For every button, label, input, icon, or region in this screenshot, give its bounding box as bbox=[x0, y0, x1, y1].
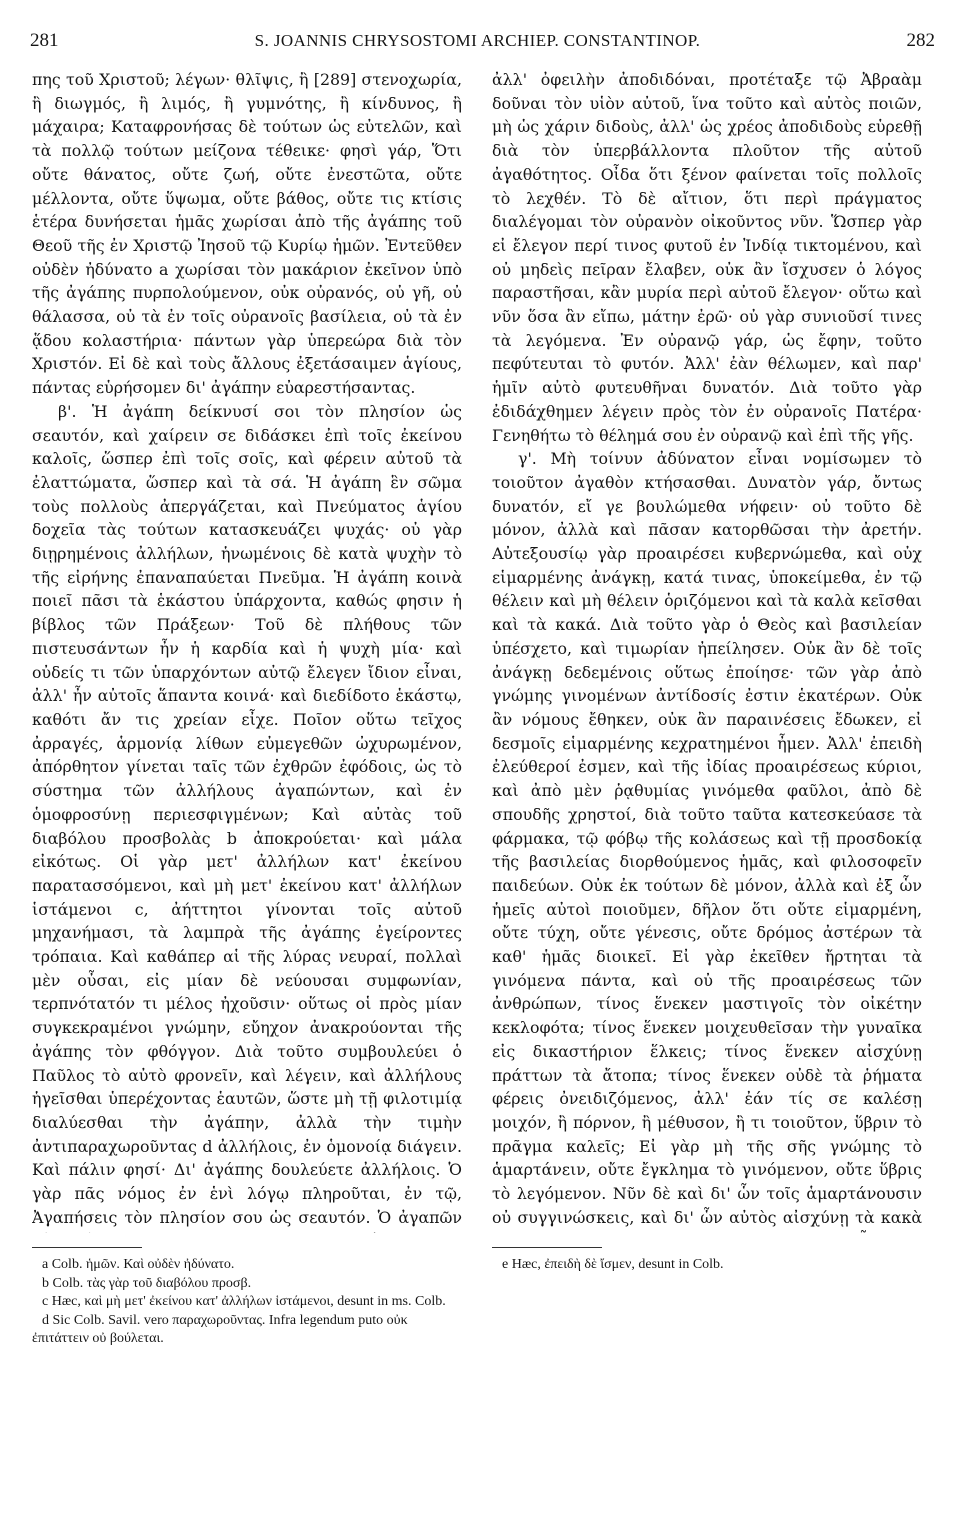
page-number-right: 282 bbox=[906, 30, 935, 51]
footnotes-left bbox=[32, 1256, 464, 1349]
paragraph: πης τοῦ Χριστοῦ; λέγων· θλῖψις, ἢ [289] στενοχωρία, ἢ διωγμός, ἢ λιμός, ἢ γυμνότης, ἢ κίνδυνος, ἢ μάχαιρα; Καταφρονήσας δὲ τούτων ὡς εὐτελῶν, καὶ τὰ πολλῷ τούτων μείζονα τέθεικε· φησὶ γάρ, Ὅτι οὔτε θάνατος, οὔτε ζωή, οὔτε ἐνεστῶτα, οὔτε μέλλοντα, οὔτε ὕψωμα, οὔτε βάθος, οὔτε τις κτίσις ἑτέρα δυνήσεται ἡμᾶς χωρίσαι ἀπὸ τῆς ἀγάπης τοῦ Θεοῦ τῆς ἐν Χριστῷ Ἰησοῦ τῷ Κυρίῳ ἡμῶν. Ἐντεῦθεν οὐδὲν ἠδύνατο a χωρίσαι τὸν μακάριον ἐκεῖνον ὑπὸ τῆς ἀγάπης πυρπολούμενον, οὐκ οὐρανός, οὐ γῆ, οὐ θάλασσα, οὐ τὰ ἐν τοῖς οὐρανοῖς βασίλεια, οὐ τὰ ἐν ᾅδου κολαστήρια· πάντων γὰρ ὑπερεώρα διὰ τὸν Χριστόν. Εἰ δὲ καὶ τοὺς ἄλλους ἐξετάσαιμεν ἁγίους, πάντας εὑρήσομεν δι' ἀγάπην εὐαρεστήσαντας. bbox=[32, 70, 462, 398]
footnote-divider-left bbox=[32, 1247, 142, 1248]
footnote: d Sic Colb. Savil. vero παραχωροῦντας. Infra legendum puto οὐκ ἐπιτάττειν οὐ βούλεται. bbox=[32, 1312, 408, 1346]
running-header bbox=[20, 30, 935, 64]
right-text-column bbox=[492, 68, 922, 1233]
footnote: c Hæc, καὶ μὴ μετ' ἐκείνου κατ' ἀλλήλων ἱστάμενοι, desunt in ms. Colb. bbox=[42, 1294, 446, 1309]
paragraph: ἀλλ' ὀφειλὴν ἀποδιδόναι, προτέταξε τῷ Ἀβραὰμ δοῦναι τὸν υἱὸν αὐτοῦ, ἵνα τοῦτο καὶ αὐτὸς ποιῶν, μὴ ὡς χάριν διδοὺς, ἀλλ' ὡς χρέος ἀποδιδοὺς εὑρεθῇ διὰ τὸν ὑπερβάλλοντα πλοῦτον τῆς αὐτοῦ ἀγαθότητος. Οἶδα ὅτι ξένον φαίνεται τοῖς πολλοῖς τὸ λεχθέν. Τὸ δὲ αἴτιον, ὅτι περὶ πράγματος διαλέγομαι τὸν οὐρανὸν οἰκοῦντος νῦν. Ὥσπερ γὰρ εἰ ἔλεγον περί τινος φυτοῦ ἐν Ἰνδίᾳ τικτομένου, καὶ οὐ μηδεὶς πεῖραν ἔλαβεν, οὐκ ἂν ἴσχυσεν ὁ λόγος παραστῆσαι, κἂν μυρία περὶ αὐτοῦ ἔλεγον· οὕτω καὶ νῦν ὅσα ἂν εἴπω, μάτην ἐρῶ· οὐ γὰρ συνιοῦσί τινες τὰ λεγόμενα. Ἐν οὐρανῷ γάρ, ὡς ἔφην, τοῦτο πεφύτευται τὸ φυτόν. Ἀλλ' ἐὰν θέλωμεν, καὶ παρ' ἡμῖν αὐτὸ φυτευθῆναι δυνατόν. Διὰ τοῦτο γὰρ ἐδιδάχθημεν λέγειν πρὸς τὸν ἐν οὐρανοῖς Πατέρα· Γενηθήτω τὸ θέλημά σου ἐν οὐρανῷ καὶ ἐπὶ τῆς γῆς. bbox=[492, 70, 922, 445]
footnote: a Colb. ἡμῶν. Καὶ οὐδὲν ἠδύνατο. bbox=[42, 1257, 235, 1272]
footnote: b Colb. τὰς γὰρ τοῦ διαβόλου προσβ. bbox=[42, 1275, 252, 1291]
footnote: e Hæc, ἐπειδὴ δὲ ἴσμεν, desunt in Colb. bbox=[502, 1257, 724, 1272]
running-title: S. JOANNIS CHRYSOSTOMI ARCHIEP. CONSTANTINOP. bbox=[254, 31, 701, 50]
footnotes-right bbox=[492, 1256, 924, 1275]
footnote-divider-right bbox=[492, 1247, 602, 1248]
paragraph: γ'. Μὴ τοίνυν ἀδύνατον εἶναι νομίσωμεν τὸ τοιοῦτον ἀγαθὸν κτήσασθαι. Δυνατὸν γάρ, ὄντως δυνατόν, εἴ γε βουλώμεθα νήφειν· οὐ τοῦτο δὲ μόνον, ἀλλὰ καὶ πᾶσαν κατορθῶσαι τὴν ἀρετήν. Αὐτεξουσίῳ γὰρ προαιρέσει κυβερνώμεθα, καὶ οὐχ εἱμαρμένης ἀνάγκῃ, κατά τινας, ὑποκείμεθα, ἐν τῷ θέλειν καὶ μὴ θέλειν ὁριζόμενοι καὶ τὰ καλὰ κεῖσθαι καὶ τὰ κακά. Διὰ τοῦτο γὰρ ὁ Θεὸς καὶ βασιλείαν ὑπέσχετο, καὶ τιμωρίαν ἠπείλησεν. Οὐκ ἂν δὲ τοῖς ἀνάγκῃ δεδεμένοις οὕτως ἐποίησε· τῶν γὰρ ἀπὸ γνώμης γινομένων ἀντίδοσίς ἐστιν ἑκατέρων. Οὐκ ἂν νόμους ἔθηκεν, οὐκ ἂν παραινέσεις ἔδωκεν, εἰ δεσμοῖς εἱμαρμένης κεχρατημένοι ἦμεν. Ἀλλ' ἐπειδὴ ἐλεύθεροί ἐσμεν, καὶ τῆς ἰδίας προαιρέσεως κύριοι, καὶ ἀπὸ μὲν ῥᾳθυμίας γινόμεθα φαῦλοι, ἀπὸ δὲ σπουδῆς χρηστοί, διὰ τοῦτο ταῦτα κατεσκεύασε τὰ φάρμακα, τῷ φόβῳ τῆς κολάσεως καὶ τῇ προσδοκίᾳ τῆς βασιλείας διορθούμενος ἡμᾶς, καὶ φιλοσοφεῖν παιδεύων. Οὐκ ἐκ τούτων δὲ μόνον, ἀλλὰ καὶ ἐξ ὧν ἡμεῖς αὐτοὶ ποιοῦμεν, δῆλον ὅτι οὔτε εἱμαρμένη, οὔτε τύχη, οὔτε γένεσις, οὔτε δρόμος ἀστέρων τὰ καθ' ἡμᾶς διοικεῖ. Εἰ γὰρ ἐκεῖθεν ἤρτηται τὰ γινόμενα πάντα, καὶ οὐ τῆς προαιρέσεως τῶν ἀνθρώπων, τίνος ἕνεκεν μαστιγοῖς τὸν οἰκέτην κεκλοφότα; τίνος ἕνεκεν μοιχευθεῖσαν τὴν γυναῖκα εἰς δικαστήριον ἕλκεις; τίνος ἕνεκεν αἰσχύνῃ πράττων τὰ ἄτοπα; τίνος ἕνεκεν οὐδὲ τὰ ῥήματα φέρεις ὀνειδιζόμενος, ἀλλ' ἐάν τίς σε καλέσῃ μοιχόν, ἢ πόρνον, ἢ μέθυσον, ἢ τι τοιοῦτον, ὕβριν τὸ πρᾶγμα καλεῖς; Εἰ γὰρ μὴ τῆς σῆς γνώμης τὸ ἁμαρτάνειν, οὔτε ἔγκλημα τὸ γινόμενον, οὔτε ὕβρις τὸ λεγόμενον. Νῦν δὲ καὶ δι' ὧν τοῖς ἁμαρτάνουσιν οὐ συγγινώσκεις, καὶ δι' ὧν αὐτὸς αἰσχύνῃ τὰ κακὰ bbox=[492, 449, 922, 1227]
page-number-left: 281 bbox=[30, 30, 59, 51]
left-text-column bbox=[32, 68, 462, 1233]
paragraph: β'. Ἡ ἀγάπη δείκνυσί σοι τὸν πλησίον ὡς σεαυτόν, καὶ χαίρειν σε διδάσκει ἐπὶ τοῖς ἐκείνου καλοῖς, ὥσπερ ἐπὶ τοῖς σοῖς, καὶ φέρειν αὐτοῦ τὰ ἐλαττώματα, ὥσπερ καὶ τὰ σά. Ἡ ἀγάπη ἓν σῶμα τοὺς πολλοὺς ἀπεργάζεται, καὶ Πνεύματος ἁγίου δοχεῖα τὰς τούτων κατασκευάζει ψυχάς· οὐ γὰρ διῃρημένοις ἀλλήλων, ἡνωμένοις δὲ κατὰ ψυχὴν τὸ τῆς εἰρήνης ἐπαναπαύεται Πνεῦμα. Ἡ ἀγάπη κοινὰ ποιεῖ πᾶσι τὰ ἑκάστου ὑπάρχοντα, καθώς φησιν ἡ βίβλος τῶν Πράξεων· Τοῦ δὲ πλήθους τῶν πιστευσάντων ἦν ἡ καρδία καὶ ἡ ψυχὴ μία· καὶ οὐδείς τι τῶν ὑπαρχόντων αὐτῷ ἔλεγεν ἴδιον εἶναι, ἀλλ' ἦν αὐτοῖς ἅπαντα κοινά· καὶ διεδίδοτο ἑκάστῳ, καθότι ἄν τις χρείαν εἶχε. Ποῖον οὕτω τεῖχος ἀρραγές, ἁρμονίᾳ λίθων εὐμεγεθῶν ὠχυρωμένον, ἀπόρθητον γίνεται ταῖς τῶν ἐχθρῶν ἐφόδοις, ὡς τὸ σύστημα τῶν ἀλλήλους ἀγαπώντων, καὶ ἐν ὁμοφροσύνῃ περιεσφιγμένων; Καὶ αὐτὰς τοῦ διαβόλου προσβολὰς b ἀποκρούεται· καὶ μάλα εἰκότως. Οἱ γὰρ μετ' ἀλλήλων κατ' ἐκείνου παρατασσόμενοι, καὶ μὴ μετ' ἐκείνου κατ' ἀλλήλων ἱστάμενοι c, ἀήττητοι γίνονται τοῖς αὐτοῦ μηχανήμασι, τὰ λαμπρὰ τῆς ἀγάπης ἐγείροντες τρόπαια. Καὶ καθάπερ αἱ τῆς λύρας νευραί, πολλαὶ μὲν οὖσαι, εἰς μίαν δὲ νεύουσαι συμφωνίαν, τερπνότατόν τι μέλος ἠχοῦσιν· οὕτως οἱ πρὸς μίαν συγκεκραμένοι γνώμην, εὔηχον ἀνακρούονται τῆς ἀγάπης τὸν φθόγγον. Διὰ τοῦτο συμβουλεύει ὁ Παῦλος τὸ αὐτὸ φρονεῖν, καὶ λέγειν, καὶ ἀλλήλους ἡγεῖσθαι ὑπερέχοντας ἑαυτῶν, ὥστε μὴ τῇ φιλοτιμίᾳ διαλύεσθαι τὴν ἀγάπην, ἀλλὰ τὴν τιμὴν ἀντιπαραχωροῦντας d ἀλλήλοις, ἐν ὁμονοίᾳ διάγειν. Καὶ πάλιν φησί· Δι' ἀγάπης δουλεύετε ἀλλήλοις. Ὁ γὰρ πᾶς νόμος ἐν ἑνὶ λόγῳ πληροῦται, ἐν τῷ, Ἀγαπήσεις τὸν πλησίον σου ὡς σεαυτόν. Ὁ ἀγαπῶν bbox=[32, 401, 462, 1227]
